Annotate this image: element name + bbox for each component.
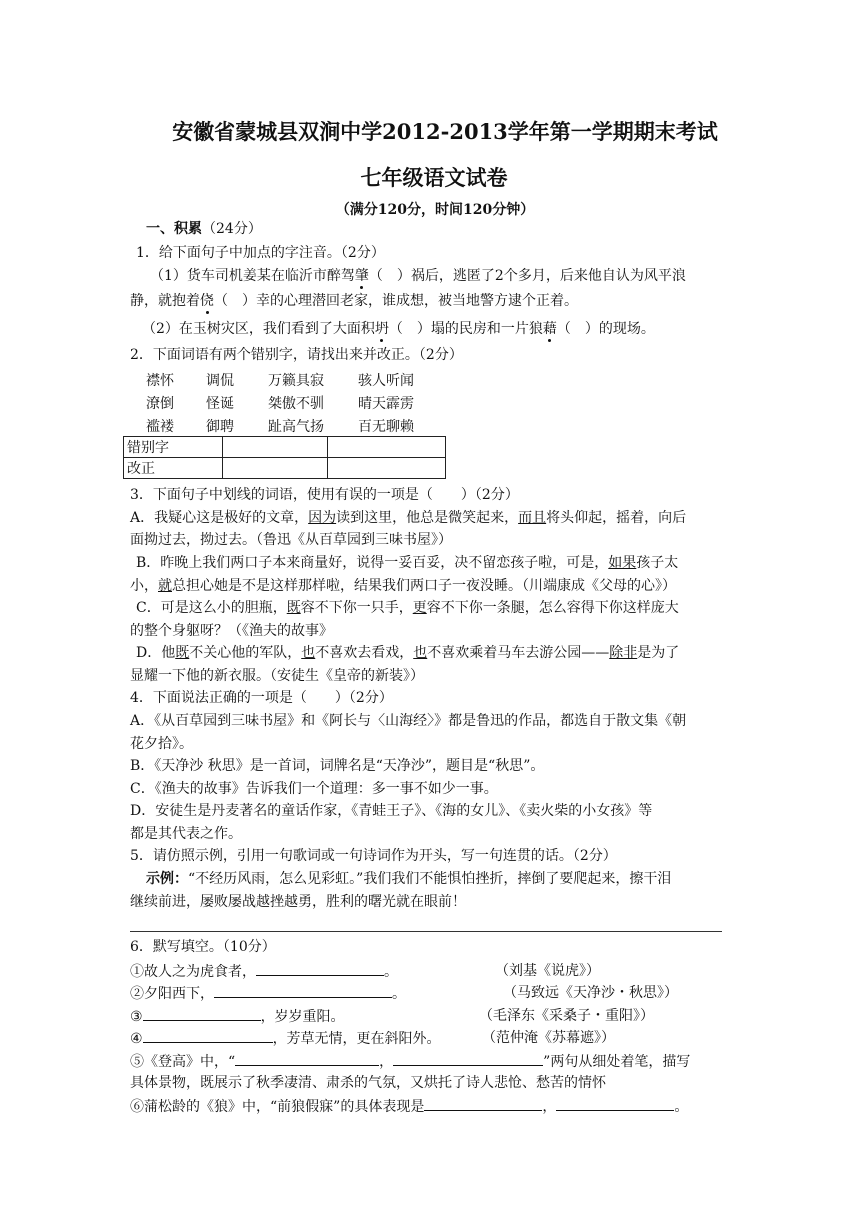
word: 骇人听闻: [358, 373, 414, 389]
question-3-stem: 3．下面句子中划线的词语，使用有误的一项是（ ）（2分）: [130, 487, 519, 503]
q3-option-a: [130, 508, 730, 528]
q3-option-d: [136, 643, 736, 663]
q1-text: 静，就抱着: [130, 293, 200, 309]
q3-option-b: [136, 553, 736, 573]
underlined-word: 既: [286, 600, 301, 616]
q6-text: ⑤《登高》中，“: [130, 1054, 236, 1070]
q1-text: （ ）祸后，逃匿了2个多月，后来他自认为风平浪: [368, 268, 686, 284]
section-label: 积累: [174, 221, 202, 237]
q1-text: （2）在玉树灾区，我们看到了大面积: [142, 321, 375, 337]
q6-text: ③: [130, 1009, 143, 1025]
underlined-word: 因为: [308, 510, 337, 526]
question-1-line: [142, 319, 742, 339]
fill-blank[interactable]: [235, 1050, 379, 1066]
q3-text: 容不下你一条腿，怎么容得下你这样庞大: [426, 600, 679, 616]
q1-text: （ ）塌的民房和一片狼: [388, 321, 543, 337]
answer-cell[interactable]: [328, 458, 446, 479]
q6-text: ②夕阳西下，: [130, 986, 214, 1002]
q3-text: 是为了: [637, 645, 680, 661]
table-row: [124, 458, 446, 479]
q6-text: ，岁岁重阳。: [260, 1009, 345, 1025]
exam-title: 安徽省蒙城县双涧中学2012-2013学年第一学期期末考试: [172, 119, 718, 144]
q5-example-cont: 继续前进，屡败屡战越挫越勇，胜利的曙光就在眼前！: [130, 894, 466, 910]
q6-text: ⑥蒲松龄的《狼》中，“前狼假寐”的具体表现是: [130, 1099, 425, 1115]
q6-line-1: [130, 960, 730, 982]
q6-source: （马致远《天净沙・秋思》）: [503, 985, 678, 1001]
q6-source: （范仲淹《苏幕遮》）: [482, 1030, 615, 1046]
section-heading: [146, 219, 746, 239]
word: 御聘: [206, 419, 234, 435]
underlined-word: 而且: [518, 510, 547, 526]
q3-text: A．我疑心这是极好的文章，: [130, 510, 309, 526]
example-text: “不经历风雨，怎么见彩虹。”我们我们不能惧怕挫折，摔倒了要爬起来，擦干泪: [188, 871, 672, 887]
word-row: [146, 370, 438, 390]
q3-option-c: [136, 598, 736, 618]
underlined-word: 除非: [609, 645, 638, 661]
q4-option-d-cont: 都是其代表之作。: [130, 826, 242, 842]
q3-text: 不喜欢去看戏，: [315, 645, 414, 661]
q6-text: ①故人之为虎食者，: [130, 964, 256, 980]
word: 百无聊赖: [358, 419, 414, 435]
q3-text: 容不下你一只手，: [300, 600, 413, 616]
word: 怪诞: [206, 396, 234, 412]
q6-line-5-cont: 具体景物，既展示了秋季凄清、肃杀的气氛，又烘托了诗人悲怆、愁苦的情怀: [130, 1075, 606, 1091]
q6-text: ”两句从细处着笔，描写: [543, 1054, 691, 1070]
q6-line-4: [130, 1027, 730, 1049]
q3-text: B．昨晚上我们两口子本来商量好，说得一妥百妥，决不留恋孩子啦，可是，: [136, 555, 609, 571]
table-label-wrong: 错别字: [124, 437, 223, 458]
q3-text: 将头仰起，摇着，向后: [546, 510, 687, 526]
dotted-char: 肇: [354, 268, 369, 284]
q6-line-5: [130, 1050, 730, 1072]
word: 襟怀: [146, 373, 174, 389]
underlined-word: 如果: [608, 555, 637, 571]
word-row: [146, 416, 438, 436]
fill-blank[interactable]: [143, 1005, 261, 1021]
q1-text: （ ）的现场。: [556, 321, 655, 337]
q6-text: ④: [130, 1031, 143, 1047]
underlined-word: 既: [175, 645, 190, 661]
word: 万籁具寂: [268, 373, 324, 389]
q3-text: 总担心她是不是这样那样啦，结果我们两口子一夜没睡。（川端康成《父母的心》）: [172, 578, 676, 594]
question-1-line: [130, 291, 730, 311]
question-2-stem: 2．下面词语有两个错别字，请找出来并改正。（2分）: [130, 347, 463, 363]
fill-blank[interactable]: [393, 1050, 543, 1066]
question-1-line: [150, 266, 750, 286]
q3-option-a-cont: 面拗过去，拗过去。（鲁迅《从百草园到三味书屋》）: [130, 532, 452, 548]
exam-note: （满分120分，时间120分钟）: [335, 202, 535, 218]
q1-text: （1）货车司机姜某在临沂市醉驾: [150, 268, 355, 284]
underlined-word: 也: [413, 645, 428, 661]
word: 潦倒: [146, 396, 174, 412]
underlined-word: 更: [412, 600, 427, 616]
section-score: （24分）: [202, 221, 262, 237]
underlined-word: 也: [301, 645, 316, 661]
q3-text: 孩子太: [636, 555, 679, 571]
answer-cell[interactable]: [223, 458, 328, 479]
word-row: [146, 393, 438, 413]
answer-line[interactable]: [130, 931, 722, 932]
example-label: 示例：: [146, 871, 188, 887]
q6-source: （刘基《说虎》）: [495, 963, 600, 979]
word: 趾高气扬: [268, 419, 324, 435]
section-number: 一、: [146, 221, 174, 237]
fill-blank[interactable]: [424, 1095, 542, 1111]
q3-option-c-cont: 的整个身躯呀？（《渔夫的故事》: [130, 623, 333, 639]
correction-table: [123, 436, 446, 479]
dotted-char: 坍: [374, 321, 389, 337]
question-4-stem: 4．下面说法正确的一项是（ ）（2分）: [130, 690, 393, 706]
q3-option-d-cont: 显耀一下他的新衣服。（安徒生《皇帝的新装》）: [130, 668, 424, 684]
q3-text: 不喜欢乘着马车去游公园——: [427, 645, 610, 661]
q3-text: 不关心他的军队，: [189, 645, 302, 661]
q3-text: 小，: [130, 578, 158, 594]
q6-line-6: [130, 1095, 730, 1117]
fill-blank[interactable]: [143, 1027, 273, 1043]
dotted-char: 藉: [542, 321, 557, 337]
q6-text: ，: [542, 1099, 557, 1115]
fill-blank[interactable]: [256, 960, 384, 976]
dotted-char: 侥: [200, 293, 214, 309]
fill-blank[interactable]: [214, 982, 392, 998]
q6-text: 。: [392, 986, 406, 1002]
underlined-word: 就: [158, 578, 172, 594]
q6-text: 。: [384, 964, 398, 980]
word: 桀傲不驯: [268, 396, 324, 412]
q4-option-a: A．《从百草园到三味书屋》和《阿长与〈山海经〉》都是鲁迅的作品，都选自于散文集《朝: [130, 713, 687, 729]
answer-cell[interactable]: [223, 437, 328, 458]
table-row: [124, 437, 446, 458]
word: 褴褛: [146, 419, 174, 435]
fill-blank[interactable]: [556, 1095, 674, 1111]
q4-option-c: C．《渔夫的故事》告诉我们一个道理：多一事不如少一事。: [130, 781, 498, 797]
q3-text: C．可是这么小的胆瓶，: [136, 600, 287, 616]
q3-option-b-cont: [130, 576, 730, 596]
q4-option-b: B．《天净沙 秋思》是一首词，词牌名是“天净沙”，题目是“秋思”。: [130, 758, 545, 774]
answer-cell[interactable]: [328, 437, 446, 458]
q6-text: ，芳草无情，更在斜阳外。: [272, 1031, 441, 1047]
q6-text: ，: [379, 1054, 394, 1070]
q4-option-a-cont: 花夕拾》。: [130, 736, 193, 752]
question-5-stem: 5．请仿照示例，引用一句歌词或一句诗词作为开头，写一句连贯的话。（2分）: [130, 848, 617, 864]
question-6-stem: 6．默写填空。（10分）: [130, 939, 276, 955]
word: 晴天霹雳: [358, 396, 414, 412]
q5-example: [146, 869, 746, 889]
q6-source: （毛泽东《采桑子・重阳》）: [479, 1008, 654, 1024]
q3-text: D．他: [136, 645, 176, 661]
q6-text: 。: [674, 1099, 689, 1115]
q3-text: 读到这里，他总是微笑起来，: [336, 510, 519, 526]
q1-text: （ ）幸的心理潜回老家，谁成想，被当地警方逮个正着。: [214, 293, 578, 309]
word: 调侃: [206, 373, 234, 389]
q4-option-d: D．安徒生是丹麦著名的童话作家，《青蛙王子》、《海的女儿》、《卖火柴的小女孩》等: [130, 803, 653, 819]
table-label-fix: 改正: [124, 458, 223, 479]
question-1-stem: 1．给下面句子中加点的字注音。（2分）: [136, 245, 385, 261]
exam-subtitle: 七年级语文试卷: [360, 165, 508, 190]
